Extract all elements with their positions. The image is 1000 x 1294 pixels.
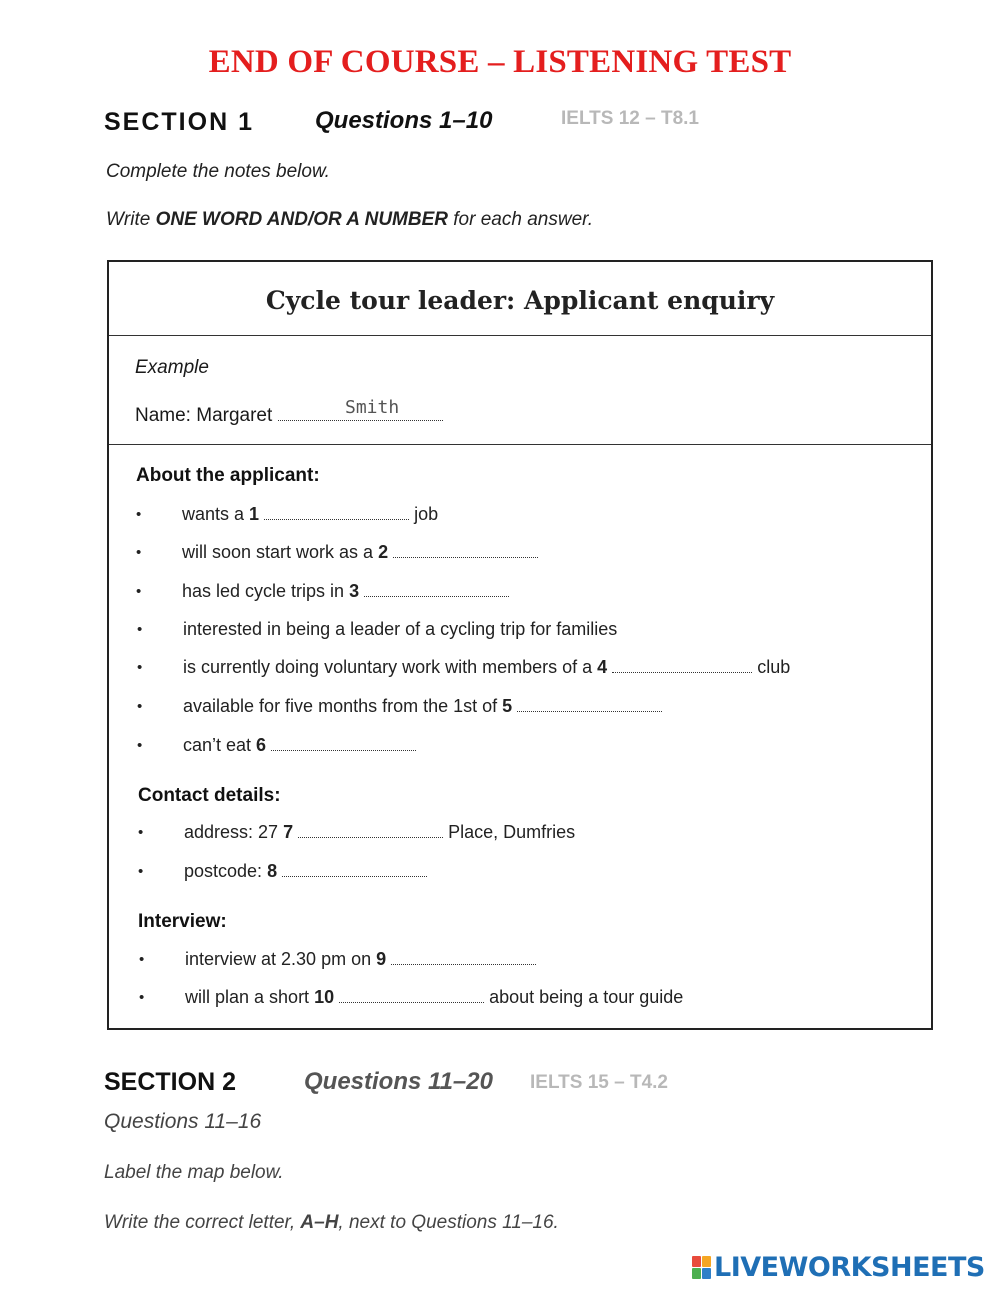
answer-blank-4[interactable]: [612, 658, 752, 673]
example-answer: Smith: [345, 397, 400, 418]
group-heading: Contact details:: [138, 785, 281, 806]
note-item: • interview at 2.30 pm on 9: [185, 949, 536, 970]
note-item: • can’t eat 6: [183, 735, 416, 756]
note-item: • wants a 1 job: [136, 504, 439, 524]
example-name-line: Name: Margaret: [135, 405, 443, 427]
section-2-questions: Questions 11–20: [304, 1068, 493, 1095]
bullet-icon: •: [139, 989, 145, 1006]
page-title: END OF COURSE – LISTENING TEST: [208, 44, 792, 80]
answer-blank-10[interactable]: [339, 988, 484, 1003]
bullet-icon: •: [138, 824, 144, 841]
section-2-ref: IELTS 15 – T4.2: [530, 1072, 668, 1093]
note-item: • address: 27 7 Place, Dumfries: [138, 822, 576, 842]
answer-blank-8[interactable]: [282, 862, 427, 877]
bullet-icon: •: [137, 698, 143, 715]
bullet-icon: •: [138, 863, 144, 880]
section-1-ref: IELTS 12 – T8.1: [561, 108, 699, 129]
answer-blank-1[interactable]: [264, 505, 409, 520]
note-item: • will plan a short 10 about being a tour guide: [139, 987, 684, 1007]
bullet-icon: •: [137, 737, 143, 754]
answer-blank-6[interactable]: [271, 736, 416, 751]
answer-blank-3[interactable]: [364, 582, 509, 597]
note-item: • will soon start work as a 2: [182, 542, 538, 563]
section-2-label: SECTION 2: [104, 1068, 236, 1096]
group-heading: Interview:: [138, 911, 227, 932]
example-divider: [109, 444, 931, 445]
note-item: • is currently doing voluntary work with members of a 4 club: [137, 657, 791, 677]
note-item: • interested in being a leader of a cycling trip for families: [137, 619, 618, 639]
example-label: Example: [135, 357, 209, 378]
answer-blank-5[interactable]: [517, 697, 662, 712]
answer-blank-7[interactable]: [298, 823, 443, 838]
section-1-questions: Questions 1–10: [315, 107, 493, 134]
section-2-subquestions: Questions 11–16: [104, 1110, 262, 1133]
section-1-label: SECTION 1: [104, 108, 254, 136]
notes-title: Cycle tour leader: Applicant enquiry: [109, 262, 931, 336]
bullet-icon: •: [137, 659, 143, 676]
section-2-answer-instruction: Write the correct letter, A–H, next to Questions 11–16.: [104, 1212, 559, 1233]
note-item: • available for five months from the 1st of 5: [183, 696, 662, 717]
notes-box: [107, 260, 933, 1030]
bullet-icon: •: [137, 621, 143, 638]
logo-blocks-icon: [692, 1256, 712, 1280]
liveworksheets-logo: [692, 1252, 985, 1283]
group-heading: About the applicant:: [136, 465, 320, 486]
bullet-icon: •: [139, 951, 145, 968]
section-1-answer-instruction: Write ONE WORD AND/OR A NUMBER for each answer.: [106, 209, 594, 230]
section-2-instruction: Label the map below.: [104, 1162, 284, 1183]
note-item: • has led cycle trips in 3: [182, 581, 509, 602]
note-item: • postcode: 8: [184, 861, 427, 882]
answer-blank-2[interactable]: [393, 543, 538, 558]
bullet-icon: •: [136, 506, 142, 523]
logo-text: LIVEWORKSHEETS: [714, 1252, 985, 1283]
section-1-instruction: Complete the notes below.: [106, 161, 330, 182]
answer-blank-9[interactable]: [391, 950, 536, 965]
bullet-icon: •: [136, 544, 142, 561]
bullet-icon: •: [136, 583, 142, 600]
